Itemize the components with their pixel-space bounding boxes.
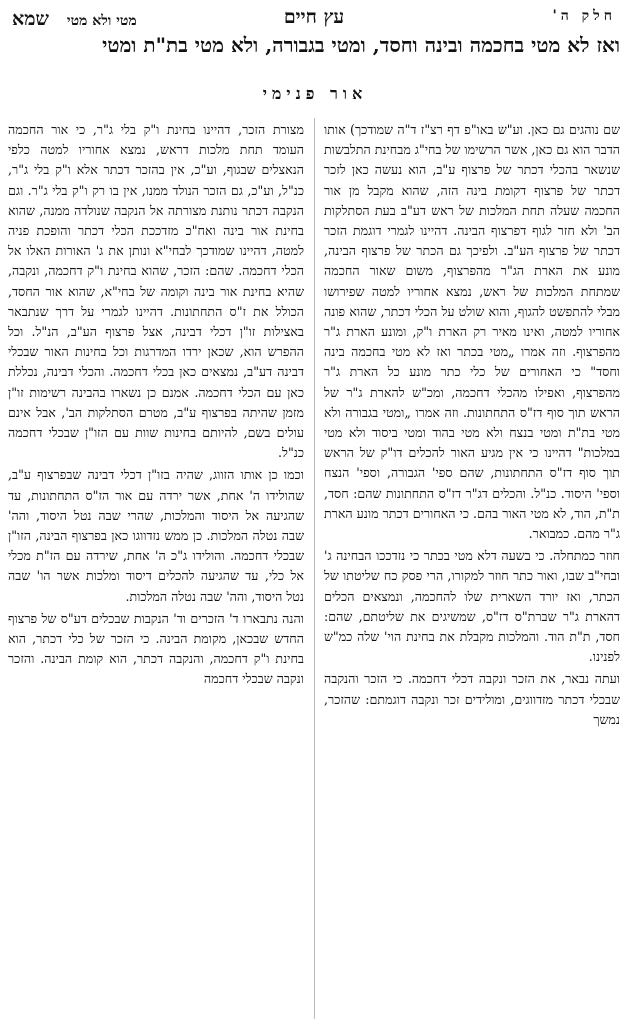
running-head: מטי ולא מטי	[66, 13, 137, 29]
page-header	[12, 6, 616, 30]
right-paragraph-2: חוזר כמתחלה. כי בשעה דלא מטי בכתר כי נזדככו הבחינה ג' ובחי"ב שבו, ואור כתר חוזר למקורו, הרי פסק כח שליטתו של הכתר, ואז יורד השארית שלו להחכמה, ונמצאים הכלים דהארת ג"ר שברת"ס דז"ס, שמשיגים את שליטתם, שהם: חסד, ת"ת הוד. והמלכות מקבלת את בחינת הוי' שלה כמ"ש לפנינו.	[324, 548, 620, 665]
right-paragraph-1: שם נוהגים גם כאן. וע"ש באו"פ דף רצ"ז ד"ה שמודכך) אותו הדבר הוא גם כאן, אשר הרשימו של בחי"ג מבחינת התלבשות שנשאר בהכלי דכתר של פרצוף ע"ב, הוא נעשה כאן לזכר דכתר של פרצוף דקומת בינה הזה, שהוא מקבל מן אור החכמה שעלה תחת המלכות של ראש דע"ב בעת הסתלקות הב' ולא חזר לגוף דפרצוף הבינה. דהיינו לגמרי דוגמת הזכר דכתר של פרצוף הע"ב. ולפיכך גם הכתר של פרצוף הבינה, מונע את הארת הג"ר מהפרצוף, משום שאור החכמה שמתחת המלכות של ראש, נמצא אחוריו למטה שפירושו מבלי להתפשט להגוף, והוא שולט על הכלי דכתר, שהוא פונה אחוריו למטה, ואינו מאיר רק הארת ו"ק, ומונע הארת ג"ר מהפרצוף. וזה אמרו „מטי בכתר ואז לא מטי בחכמה בינה וחסד" כי האחורים של כלי כתר מונע כל הארת ג"ר מהפרצוף, ואפילו מהכלי דחכמה, ומכ"ש להארת ג"ר של הראש תוך סוף דז"ס התחתונות. וזה אמרו „ומטי בגבורה ולא מטי בת"ת ומטי בנצח ולא מטי בהוד ומטי ביסוד ולא מטי במלכות" דהיינו כי אין מגיע האור להכלים דו"ק של הראש תוך סוף דז"ס התחתונות, שהם ספי' הגבורה, וספי' הנצח וספי' היסוד. כנ"ל. והכלים דג"ר דז"ס התחתונות שהם: חסד, ת"ת, הוד, לא מטי האור בהם. כי האחורים דכתר מונע הארת ג"ר מהם. כמבואר.	[324, 122, 620, 542]
page-number: שמא	[12, 8, 49, 30]
left-paragraph-2: וכמו כן אותו הזווג, שהיה בזו"ן דכלי דבינה שבפרצוף ע"ב, שהולידו ה' אחת, אשר ירדה עם אור הז"ס התחתונות, עד שהגיעה אל היסוד והמלכות, שהרי שבה נטל היסוד, והה' שבה נטלה המלכות. כן ממש נזדווגו כאן בפרצוף הבינה, הזו"ן שבכלי דחכמה. והולידו ג"כ ה' אחת, שירדה עם הז"ת מכלי אל כלי, עד שהגיעה להכלים דיסוד ומלכות אשר הו' שבה נטל היסוד, והה' שבה נטלה המלכות.	[8, 467, 304, 604]
left-paragraph-1: מצורת הזכר, דהיינו בחינת ו"ק בלי ג"ר, כי אור החכמה העומד תחת מלכות דראש, נמצא אחוריו למטה כלפי הנאצלים שבגוף, וע"כ, אין בהזכר דכתר אלא ו"ק בלי ג"ר, כנ"ל, וע"כ, גם הזכר הנולד ממנו, אין בו רק ו"ק בלי ג"ר. וגם הנקבה דכתר נותנת מצורתה אל הנקבה שנולדה ממנה, שהוא בחינת אור בינה ואח"כ מזדככת הכלי דכתר והופכת פניה למטה, דהיינו שמודכך לבחי"א ונותן את ג' האורות האלו אל הכלי דחכמה. שהם: הזכר, שהוא בחינת ו"ק דחכמה, ונקבה, שהיא בחינת אור בינה וקומה של בחי"א, שהוא אור החסד, הכולל את ז"ס התחתונות. דהיינו לגמרי על דרך שנתבאר באצילות זו"ן דכלי דבינה, אצל פרצוף הע"ב, הנ"ל. וכל ההפרש הוא, שכאן ירדו המדרגות וכל בחינות האור שבכלי דבינה דע"ב, נמצאים כאן בכלי דחכמה. והכלי דבינה, נכללת כאן עם הכלי דחכמה. אמנם כן נשארו בהבינה רשימות זו"ן מזמן שהיתה בפרצוף ע"ב, מטרם הסתלקות הב', אבל אינם עולים בשם, להיותם בחינות שוות עם הזו"ן שבכלי דחכמה כנ"ל.	[8, 122, 304, 461]
column-divider	[314, 118, 315, 1019]
left-column	[8, 120, 304, 1020]
right-column	[324, 120, 620, 1020]
section-title: אור פנימי	[262, 84, 368, 103]
right-paragraph-3: ועתה נבאר, את הזכר ונקבה דכלי דחכמה. כי הזכר והנקבה שבכלי דכתר מזדווגים, ומולידים זכר ונקבה דוגמתם: שהזכר, נמשך	[324, 671, 620, 727]
header-left-group	[12, 8, 137, 31]
verse-heading: ואז לא מטי בחכמה ובינה וחסד, ומטי בגבורה, ולא מטי בת"ת ומטי	[102, 33, 620, 57]
part-label: חלק ה'	[552, 8, 616, 24]
book-title: עץ חיים	[283, 6, 345, 28]
left-paragraph-3: והנה נתבארו ד' הזכרים וד' הנקבות שבכלים דע"ס של פרצוף החדש שבכאן, מקומת הבינה. כי הזכר של כלי דכתר, הוא בחינת ו"ק דחכמה, והנקבה דכתר, הוא קומת הבינה. והזכר ונקבה שבכלי דחכמה	[8, 610, 304, 687]
